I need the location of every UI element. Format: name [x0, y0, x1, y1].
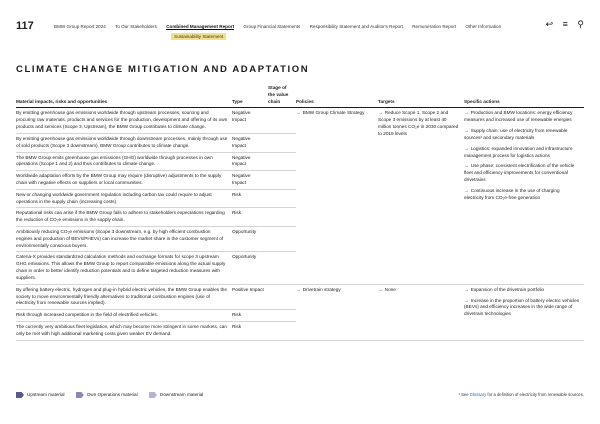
arrow-icon: →	[464, 297, 469, 303]
list-item: → Supply chain: use of electricity from renewable sources¹ and secondary materials	[464, 128, 568, 140]
actions-cell	[464, 108, 584, 284]
upstream-icon	[16, 392, 24, 398]
nav-link-other[interactable]: Other Information	[465, 24, 502, 29]
impacts-table	[16, 83, 584, 341]
legend-upstream: Upstream material	[16, 392, 65, 398]
nav-link-remuneration[interactable]: Remuneration Report	[412, 24, 457, 29]
nav-icons	[539, 19, 584, 30]
own-operations-icon	[76, 392, 84, 398]
arrow-icon: →	[464, 145, 469, 151]
list-item: → Logistics: expanded innovation and infrastructure management process for logistics actions	[464, 145, 573, 158]
row-type: Risk	[232, 208, 268, 227]
row-text: New or changing worldwide government regulation including carbon tax could require to adjust operations in the supply chain (increasing costs).	[16, 189, 232, 208]
top-navigation	[16, 18, 584, 42]
row-stage	[268, 252, 296, 284]
nav-link-stakeholders[interactable]: To Our Stakeholders	[115, 24, 157, 29]
policy-text: BMW Group Climate Strategy	[302, 110, 365, 116]
arrow-icon: →	[296, 286, 301, 292]
footnote: ¹ See Glossary for a definition of electricity from renewable sources.	[458, 392, 584, 397]
row-stage	[268, 171, 296, 190]
policy-cell	[296, 108, 378, 284]
nav-links	[54, 24, 509, 29]
page-title: CLIMATE CHANGE MITIGATION AND ADAPTATION	[16, 64, 310, 75]
row-text: Risk through increased competition in the field of electrified vehicles.	[16, 310, 232, 322]
row-text: By emitting greenhouse gas emissions worldwide through upstream processes, sourcing and procuring raw materials, products and services for the production, development and offering of its own products and services (Scope 3, Upstream), the BMW Group contributes to climate change.	[16, 108, 232, 133]
row-type: Negative Impact	[232, 171, 268, 190]
row-text: Reputational risks can arise if the BMW Group fails to adhere to stakeholders expectations regarding the reduction of CO₂e emissions in the supply chain.	[16, 208, 232, 227]
list-item: → Expansion of the drivetrain portfolio	[464, 286, 545, 292]
row-type: Positive Impact	[232, 284, 268, 309]
row-text: Catena-X provides standardized calculation methods and exchange formats for scope 3 upstream GHG emissions. This allows the BMW Group to report comparable emissions along the actual supply chain in order to better identify reduction potentials and to define targeted reduction measures with suppliers.	[16, 252, 232, 284]
row-type: Negative Impact	[232, 152, 268, 171]
table-row	[16, 108, 584, 133]
row-text: The BMW Group emits greenhouse gas emissions (GHG) worldwide through processes in own operations (Scope 1 and 2) and thus contributes to climate change.	[16, 152, 232, 171]
row-stage	[268, 189, 296, 208]
arrow-icon: →	[464, 128, 469, 134]
row-type: Opportunity	[232, 252, 268, 284]
search-icon[interactable]: ⚲	[577, 19, 584, 29]
row-text: By emitting greenhouse gas emissions worldwide through downstream processes, mainly through use of sold products (Scope 3 downstream), BMW Group contributes to climate change.	[16, 133, 232, 152]
row-stage	[268, 284, 296, 309]
row-stage	[268, 108, 296, 133]
target-cell	[378, 108, 464, 284]
row-text: Ambitiously reducing CO₂e emissions (Scope 3 downstream, e.g. by high efficient combustion engines and production of BEVs/PHEVs) can increase the market share in the customer segment of environmentally conscious buyers.	[16, 227, 232, 252]
header-policies: Policies	[296, 83, 378, 108]
row-stage	[268, 152, 296, 171]
row-text: The currently very ambitious fleet legislation, which may become more stringent in some markets, can only be met with high additional marketing costs given weaker EV demand.	[16, 321, 232, 340]
list-item: → Use phase: consistent electrification of the vehicle fleet and efficiency improvements for conventional drivetrains	[464, 163, 575, 182]
row-type: Risk	[232, 321, 268, 340]
list-item: → Continuous increase in the use of charging electricity from CO₂e-free generation	[464, 187, 560, 200]
header-targets: Targets	[378, 83, 464, 108]
row-text: By offering battery electric, hydrogen and plug-in hybrid electric vehicles, the BMW Group enables the society to move environmentally friendly alternatives to traditional combustion engines (use of electricity from renewable sources implied).	[16, 284, 232, 309]
page-number: 117	[16, 20, 34, 32]
nav-link-management-report[interactable]: Combined Management Report	[166, 24, 235, 29]
row-stage	[268, 208, 296, 227]
table-header	[16, 83, 584, 108]
header-material: Material impacts, risks and opportunities	[16, 83, 232, 108]
list-item: → Production and BMW locations: energy efficiency measures and increased use of renewable energies	[464, 110, 573, 123]
row-stage	[268, 310, 296, 322]
row-type: Negative Impact	[232, 133, 268, 152]
legend	[16, 392, 213, 398]
arrow-icon: →	[378, 110, 383, 116]
glossary-link[interactable]: Glossary	[469, 392, 487, 397]
menu-icon[interactable]: ≡	[562, 19, 568, 29]
arrow-icon: →	[464, 187, 469, 193]
target-text: None	[384, 286, 396, 292]
arrow-icon: →	[296, 110, 301, 116]
target-cell	[378, 284, 464, 340]
legend-downstream: Downstream material	[149, 392, 203, 398]
row-type: Risk	[232, 189, 268, 208]
nav-sub-section[interactable]: Sustainability Statement	[171, 33, 226, 40]
downstream-icon	[149, 392, 157, 398]
arrow-icon: →	[464, 110, 469, 116]
header-actions: Specific actions	[464, 83, 584, 108]
policy-cell	[296, 284, 378, 340]
table-row	[16, 284, 584, 309]
list-item: → Increase in the proportion of battery electric vehicles (BEVs) and efficiency increases in the wide range of drivetrain technologies	[464, 297, 580, 317]
row-text: Worldwide adaptation efforts by the BMW Group may require (disruptive) adjustments to the supply chain with negative effects on suppliers or local communities.	[16, 171, 232, 190]
row-type: Opportunity	[232, 227, 268, 252]
row-stage	[268, 227, 296, 252]
row-type: Negative Impact	[232, 108, 268, 133]
arrow-icon: →	[464, 163, 469, 169]
actions-cell	[464, 284, 584, 340]
nav-link-financial-statements[interactable]: Group Financial Statements	[243, 24, 301, 29]
nav-link-responsibility[interactable]: Responsibility Statement and Auditor's Report	[309, 24, 403, 29]
arrow-icon: →	[378, 286, 383, 292]
row-stage	[268, 321, 296, 340]
row-type: Risk	[232, 310, 268, 322]
header-type: Type	[232, 83, 268, 108]
back-icon[interactable]: ↩	[545, 19, 554, 29]
nav-link-report[interactable]: BMW Group Report 2024	[54, 24, 106, 29]
target-text: Reduce Scope 1, Scope 2 and Scope 3 emissions by at least 40 million tonnes CO₂e in 2030 compared to 2019 levels	[378, 110, 459, 136]
header-stage: Stage of the value chain	[268, 83, 296, 108]
row-stage	[268, 133, 296, 152]
arrow-icon: →	[464, 286, 469, 292]
legend-own: Own Operations material	[76, 392, 138, 398]
policy-text: Drivetrain strategy	[302, 286, 341, 292]
